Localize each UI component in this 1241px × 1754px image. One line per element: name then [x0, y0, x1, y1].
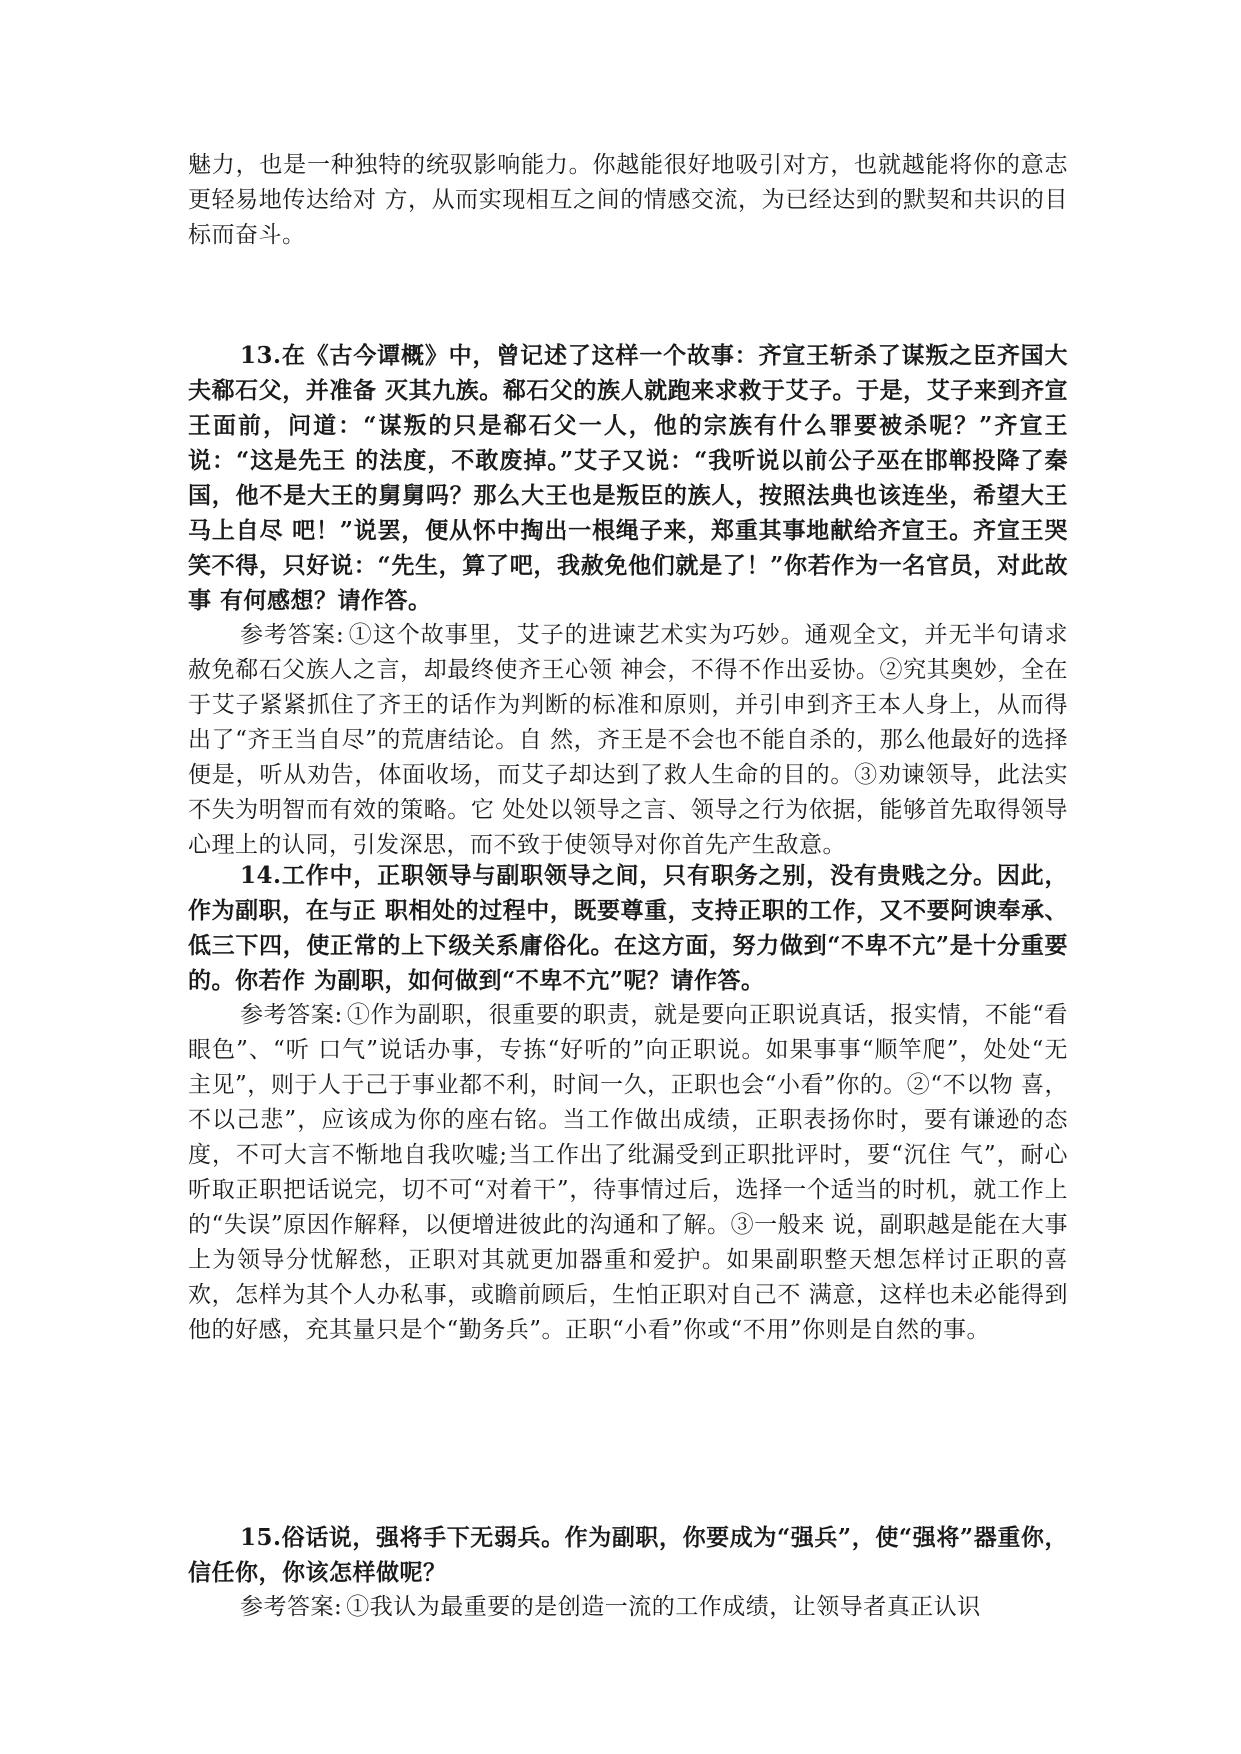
intro-section — [188, 148, 1068, 253]
question-15-text: 15.俗话说，强将手下无弱兵。作为副职，你要成为“强兵”，使“强将”器重你，信任你，你该怎样做呢？ — [188, 1524, 1068, 1586]
question-14-section — [188, 858, 1068, 1348]
question-13-text: 13.在《古今谭概》中，曾记述了这样一个故事：齐宣王斩杀了谋叛之臣齐国大夫郗石父，并准备 灭其九族。郗石父的族人就跑来求救于艾子。于是，艾子来到齐宣王面前，问道：“谋叛的只是郗石父一人，他的宗族有什么罪要被杀呢？”齐宣王说：“这是先王 的法度，不敢废掉。”艾子又说：“我听说以前公子巫在邯郸投降了秦国，他不是大王的舅舅吗？那么大王也是叛臣的族人，按照法典也该连坐，希望大王马上自尽 吧！”说罢，便从怀中掏出一根绳子来，郑重其事地献给齐宣王。齐宣王哭笑不得，只好说：“先生，算了吧，我赦免他们就是了！”你若作为一名官员，对此故事 有何感想？请作答。 — [188, 342, 1068, 614]
answer-15-label: 参考答案: — [240, 1594, 343, 1620]
answer-13 — [188, 618, 1068, 863]
answer-14 — [188, 998, 1068, 1348]
answer-15 — [188, 1590, 1068, 1625]
answer-13-text: ①这个故事里，艾子的进谏艺术实为巧妙。通观全文，并无半句请求赦免郗石父族人之言，却最终使齐王心领 神会，不得不作出妥协。②究其奥妙，全在于艾子紧紧抓住了齐王的话作为判断的标准和原则，并引申到齐王本人身上，从而得出了“齐王当自尽”的荒唐结论。自 然，齐王是不会也不能自杀的，那么他最好的选择便是，听从劝告，体面收场，而艾子却达到了救人生命的目的。③劝谏领导，此法实不失为明智而有效的策略。它 处处以领导之言、领导之行为依据，能够首先取得领导心理上的认同，引发深思，而不致于使领导对你首先产生敌意。 — [188, 622, 1069, 858]
answer-14-text: ①作为副职，很重要的职责，就是要向正职说真话，报实情，不能“看眼色”、“听 口气”说话办事，专拣“好听的”向正职说。如果事事“顺竿爬”，处处“无主见”，则于人于己于事业都不利，时间一久，正职也会“小看”你的。②“不以物 喜，不以己悲”，应该成为你的座右铭。当工作做出成绩，正职表扬你时，要有谦逊的态度，不可大言不惭地自我吹嘘;当工作出了纰漏受到正职批评时，要“沉住 气”，耐心听取正职把话说完，切不可“对着干”，待事情过后，选择一个适当的时机，就工作上的“失误”原因作解释，以便增进彼此的沟通和了解。③一般来 说，副职越是能在大事上为领导分忧解愁，正职对其就更加器重和爱护。如果副职整天想怎样讨正职的喜欢，怎样为其个人办私事，或瞻前顾后，生怕正职对自己不 满意，这样也未必能得到他的好感，充其量只是个“勤务兵”。正职“小看”你或“不用”你则是自然的事。 — [188, 1002, 1068, 1343]
answer-13-label: 参考答案: — [240, 622, 345, 648]
answer-15-text: ①我认为最重要的是创造一流的工作成绩，让领导者真正认识 — [346, 1594, 981, 1620]
answer-14-label: 参考答案: — [240, 1002, 343, 1028]
question-15-section — [188, 1520, 1068, 1625]
question-13-section — [188, 338, 1068, 863]
question-14-text: 14.工作中，正职领导与副职领导之间，只有职务之别，没有贵贱之分。因此，作为副职，在与正 职相处的过程中，既要尊重，支持正职的工作，又不要阿谀奉承、低三下四，使正常的上下级关系庸俗化。在这方面，努力做到“不卑不亢”是十分重要的。你若作 为副职，如何做到“不卑不亢”呢？请作答。 — [188, 862, 1068, 994]
intro-paragraph: 魅力，也是一种独特的统驭影响能力。你越能很好地吸引对方，也就越能将你的意志更轻易地传达给对 方，从而实现相互之间的情感交流，为已经达到的默契和共识的目标而奋斗。 — [188, 152, 1068, 248]
